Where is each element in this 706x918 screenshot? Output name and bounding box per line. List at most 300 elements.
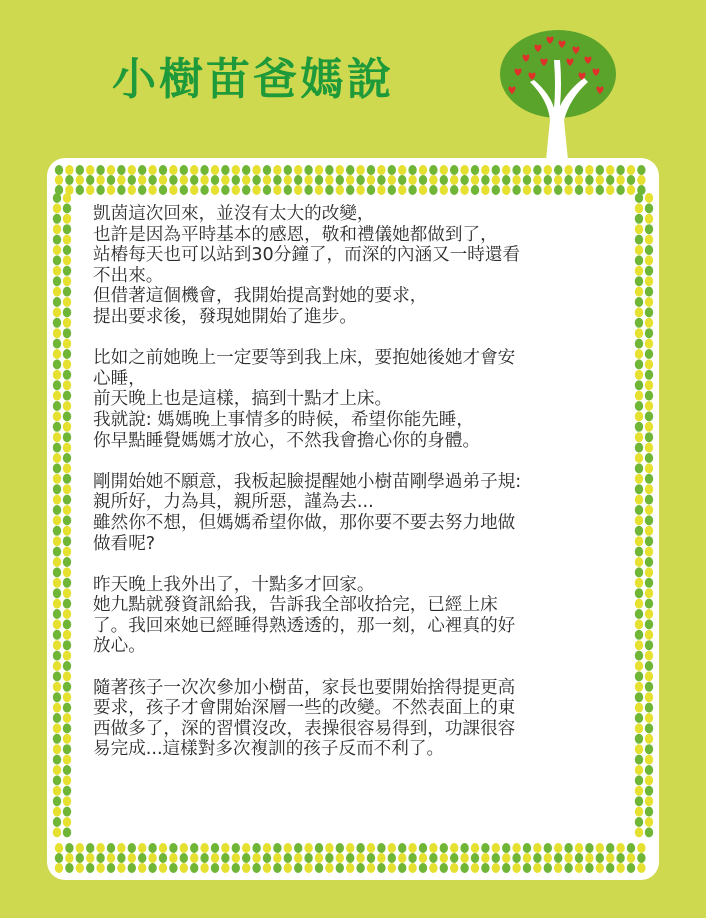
border-dot [252, 853, 260, 863]
border-dot [635, 349, 643, 359]
border-dot [96, 185, 104, 195]
border-dot [180, 853, 188, 863]
border-dot [53, 484, 61, 494]
border-dot [645, 723, 653, 733]
border-dot [492, 165, 500, 175]
border-dot [65, 165, 73, 175]
border-dot [53, 474, 61, 484]
border-dot [635, 755, 643, 765]
border-dot [336, 863, 344, 873]
border-dot [53, 224, 61, 234]
border-dot [645, 547, 653, 557]
border-dot [596, 853, 604, 863]
border-dot [63, 609, 71, 619]
border-dot [635, 307, 643, 317]
border-dot [635, 682, 643, 692]
border-dot [180, 185, 188, 195]
letter-line: 比如之前她晚上一定要等到我上床，要抱她後她才會安 [93, 348, 516, 369]
letter-line: 也許是因為平時基本的感恩，敬和禮儀她都做到了， [93, 224, 498, 245]
border-dot [440, 185, 448, 195]
border-dot [63, 692, 71, 702]
border-dot [585, 165, 593, 175]
border-dot [315, 853, 323, 863]
border-dot [419, 185, 427, 195]
border-dot [645, 713, 653, 723]
border-dot [564, 863, 572, 873]
border-dot [635, 214, 643, 224]
border-dot [263, 165, 271, 175]
border-dot [645, 328, 653, 338]
border-dot [481, 165, 489, 175]
border-dot [138, 853, 146, 863]
border-dot [55, 843, 63, 853]
border-dot [635, 391, 643, 401]
border-dot [377, 165, 385, 175]
border-dot [221, 165, 229, 175]
border-dot [606, 853, 614, 863]
border-dot [53, 807, 61, 817]
border-dot [76, 863, 84, 873]
border-dot [284, 175, 292, 185]
border-dot [645, 422, 653, 432]
border-dot [96, 175, 104, 185]
border-dot [645, 349, 653, 359]
border-dot [502, 853, 510, 863]
border-dot [645, 588, 653, 598]
border-dot [635, 609, 643, 619]
border-dot [645, 734, 653, 744]
border-dot [645, 703, 653, 713]
border-dot [190, 175, 198, 185]
border-dot [533, 175, 541, 185]
border-dot [273, 185, 281, 195]
border-dot [211, 165, 219, 175]
border-dot [645, 391, 653, 401]
border-dot [63, 807, 71, 817]
border-dot [635, 463, 643, 473]
letter-line: 前天晚上也是這樣，搞到十點才上床。 [93, 389, 393, 410]
letter-paragraph [93, 204, 613, 328]
border-dot [388, 843, 396, 853]
border-dot [523, 843, 531, 853]
border-dot [252, 165, 260, 175]
border-dot [86, 863, 94, 873]
border-dot [263, 175, 271, 185]
border-dot [63, 463, 71, 473]
border-dot [575, 863, 583, 873]
border-dot [492, 853, 500, 863]
border-dot [419, 165, 427, 175]
border-dot [325, 863, 333, 873]
border-dot [429, 175, 437, 185]
border-dot [635, 599, 643, 609]
border-dot [429, 165, 437, 175]
border-dot [367, 843, 375, 853]
border-dot [635, 651, 643, 661]
border-dot [635, 328, 643, 338]
border-dot [635, 515, 643, 525]
border-dot [523, 853, 531, 863]
page-title: 小樹苗爸媽說 [112, 54, 394, 105]
border-dot [53, 276, 61, 286]
border-dot [440, 165, 448, 175]
border-dot [627, 185, 635, 195]
border-dot [460, 175, 468, 185]
border-dot [635, 536, 643, 546]
border-dot [159, 165, 167, 175]
letter-line: 要求，孩子才會開始深層一些的改變。不然表面上的東 [93, 698, 516, 719]
border-dot [398, 165, 406, 175]
border-dot [336, 853, 344, 863]
border-dot [53, 255, 61, 265]
border-dot [635, 557, 643, 567]
border-dot [645, 640, 653, 650]
border-dot [273, 863, 281, 873]
border-dot [635, 786, 643, 796]
border-dot [554, 843, 562, 853]
border-dot [419, 863, 427, 873]
border-dot [63, 203, 71, 213]
border-dot [221, 863, 229, 873]
letter-line: 了。我回來她已經睡得熟透透的，那一刻，心裡真的好 [93, 615, 516, 636]
border-dot [232, 175, 240, 185]
border-dot [645, 692, 653, 702]
border-dot [645, 443, 653, 453]
border-dot [232, 853, 240, 863]
border-dot [564, 185, 572, 195]
border-dot [53, 651, 61, 661]
border-dot [635, 807, 643, 817]
border-dot [544, 175, 552, 185]
border-dot [645, 807, 653, 817]
border-dot [429, 863, 437, 873]
border-dot [294, 185, 302, 195]
border-dot [169, 863, 177, 873]
border-dot [211, 175, 219, 185]
border-dot [63, 796, 71, 806]
border-dot [211, 853, 219, 863]
border-dot [200, 863, 208, 873]
border-dot [128, 853, 136, 863]
border-dot [117, 843, 125, 853]
border-dot [128, 175, 136, 185]
border-dot [63, 318, 71, 328]
border-dot [242, 185, 250, 195]
border-dot [346, 175, 354, 185]
border-dot [512, 843, 520, 853]
border-dot [544, 863, 552, 873]
letter-line: 做看呢? [93, 533, 156, 554]
border-dot [606, 175, 614, 185]
border-dot [304, 175, 312, 185]
border-dot [180, 863, 188, 873]
border-dot [263, 863, 271, 873]
letter-line: 但借著這個機會，我開始提高對她的要求， [93, 286, 428, 307]
border-dot [645, 235, 653, 245]
border-dot [221, 185, 229, 195]
border-dot [63, 370, 71, 380]
border-dot [242, 165, 250, 175]
border-dot [53, 682, 61, 692]
border-dot [325, 175, 333, 185]
letter-line: 易完成...這樣對多次複訓的孩子反而不利了。 [93, 739, 445, 760]
border-dot [53, 391, 61, 401]
border-dot [645, 380, 653, 390]
border-dot [346, 863, 354, 873]
border-dot [408, 853, 416, 863]
border-dot [419, 843, 427, 853]
border-dot [533, 165, 541, 175]
border-dot [635, 432, 643, 442]
border-dot [616, 185, 624, 195]
border-dot [53, 578, 61, 588]
border-dot [96, 165, 104, 175]
border-dot [645, 651, 653, 661]
border-dot [645, 339, 653, 349]
border-dot [450, 853, 458, 863]
border-dot [63, 339, 71, 349]
letter-line: 親所好，力為具，親所惡，謹為去... [93, 492, 374, 513]
border-dot [585, 185, 593, 195]
border-dot [645, 755, 653, 765]
border-dot [635, 287, 643, 297]
border-dot [635, 703, 643, 713]
border-dot [398, 175, 406, 185]
border-dot [53, 671, 61, 681]
border-dot [53, 567, 61, 577]
border-dot [635, 484, 643, 494]
border-dot [148, 843, 156, 853]
border-dot [481, 185, 489, 195]
border-dot [53, 536, 61, 546]
border-dot [645, 578, 653, 588]
border-dot [263, 185, 271, 195]
border-dot [585, 863, 593, 873]
border-dot [637, 165, 645, 175]
border-dot [616, 175, 624, 185]
border-dot [429, 853, 437, 863]
border-dot [645, 193, 653, 203]
border-dot [86, 843, 94, 853]
border-dot [645, 827, 653, 837]
border-dot [645, 245, 653, 255]
border-dot [635, 723, 643, 733]
border-dot [138, 165, 146, 175]
border-dot [53, 713, 61, 723]
border-dot [419, 853, 427, 863]
border-dot [635, 443, 643, 453]
border-dot [65, 843, 73, 853]
border-dot [315, 185, 323, 195]
border-dot [440, 853, 448, 863]
border-dot [53, 287, 61, 297]
border-dot [63, 651, 71, 661]
border-dot [148, 185, 156, 195]
border-dot [159, 843, 167, 853]
border-dot [107, 843, 115, 853]
border-dot [63, 661, 71, 671]
border-dot [325, 853, 333, 863]
border-dot [55, 175, 63, 185]
border-dot [388, 853, 396, 863]
border-dot [180, 175, 188, 185]
border-dot [564, 175, 572, 185]
border-dot [635, 505, 643, 515]
letter-line: 隨著孩子一次次參加小樹苗，家長也要開始捨得提更高 [93, 677, 516, 698]
border-dot [533, 863, 541, 873]
border-dot [645, 287, 653, 297]
border-dot [635, 671, 643, 681]
border-dot [284, 185, 292, 195]
border-dot [284, 843, 292, 853]
border-dot [645, 671, 653, 681]
border-dot [460, 185, 468, 195]
border-dot [512, 185, 520, 195]
border-dot [325, 843, 333, 853]
border-dot [148, 853, 156, 863]
border-dot [635, 495, 643, 505]
letter-line: 剛開始她不願意，我板起臉提醒她小樹苗剛學過弟子規: [93, 471, 522, 492]
border-dot [554, 175, 562, 185]
border-dot [645, 619, 653, 629]
border-dot [53, 744, 61, 754]
border-dot [635, 734, 643, 744]
border-dot [492, 175, 500, 185]
border-dot [502, 165, 510, 175]
border-dot [367, 165, 375, 175]
border-dot [117, 165, 125, 175]
border-dot [53, 359, 61, 369]
border-dot [645, 359, 653, 369]
border-dot [635, 318, 643, 328]
border-dot [63, 276, 71, 286]
border-dot [645, 484, 653, 494]
border-dot [107, 853, 115, 863]
border-dot [554, 853, 562, 863]
border-dot [596, 165, 604, 175]
border-dot [242, 853, 250, 863]
border-dot [294, 843, 302, 853]
border-dot [645, 255, 653, 265]
border-dot [336, 843, 344, 853]
border-dot [492, 843, 500, 853]
border-dot [635, 380, 643, 390]
border-dot [645, 630, 653, 640]
border-dot [635, 276, 643, 286]
border-dot [315, 175, 323, 185]
border-dot [63, 775, 71, 785]
border-dot [63, 547, 71, 557]
border-dot [221, 175, 229, 185]
border-dot [367, 853, 375, 863]
border-dot [575, 185, 583, 195]
border-dot [635, 235, 643, 245]
border-dot [96, 853, 104, 863]
border-dot [242, 863, 250, 873]
border-dot [367, 185, 375, 195]
border-dot [635, 474, 643, 484]
border-dot [606, 843, 614, 853]
border-dot [117, 853, 125, 863]
border-dot [575, 853, 583, 863]
border-dot [63, 349, 71, 359]
letter-line: 你早點睡覺媽媽才放心，不然我會擔心你的身體。 [93, 430, 481, 451]
border-dot [63, 557, 71, 567]
border-dot [294, 863, 302, 873]
border-dot [63, 193, 71, 203]
border-dot [53, 796, 61, 806]
border-dot [635, 588, 643, 598]
border-dot [63, 786, 71, 796]
border-dot [450, 843, 458, 853]
letter-line: 雖然你不想，但媽媽希望你做，那你要不要去努力地做 [93, 512, 516, 533]
border-dot [315, 165, 323, 175]
border-dot [53, 432, 61, 442]
border-dot [63, 328, 71, 338]
border-dot [554, 165, 562, 175]
border-dot [63, 827, 71, 837]
border-dot [616, 843, 624, 853]
letter-card [47, 158, 659, 880]
border-dot [544, 165, 552, 175]
border-dot [440, 863, 448, 873]
border-dot [315, 843, 323, 853]
border-dot [190, 843, 198, 853]
border-dot [53, 588, 61, 598]
letter-line: 昨天晚上我外出了，十點多才回家。 [93, 574, 375, 595]
letter-line: 心睡， [93, 368, 146, 389]
border-dot [53, 630, 61, 640]
border-dot [53, 505, 61, 515]
border-dot [408, 843, 416, 853]
border-dot [645, 557, 653, 567]
border-dot [128, 843, 136, 853]
heart-tree-icon [496, 20, 620, 180]
border-dot [232, 165, 240, 175]
border-dot [585, 175, 593, 185]
border-dot [575, 165, 583, 175]
border-dot [107, 185, 115, 195]
border-dot [63, 422, 71, 432]
border-dot [481, 843, 489, 853]
border-dot [645, 401, 653, 411]
border-dot [53, 557, 61, 567]
border-dot [635, 339, 643, 349]
border-dot [635, 692, 643, 702]
border-dot [63, 474, 71, 484]
border-dot [512, 853, 520, 863]
border-dot [408, 165, 416, 175]
border-dot [76, 843, 84, 853]
border-dot [63, 287, 71, 297]
border-dot [596, 843, 604, 853]
border-dot [346, 843, 354, 853]
border-dot [564, 843, 572, 853]
border-dot [53, 245, 61, 255]
border-dot [63, 682, 71, 692]
border-dot [645, 266, 653, 276]
border-dot [263, 853, 271, 863]
border-dot [284, 165, 292, 175]
border-dot [635, 255, 643, 265]
border-dot [273, 843, 281, 853]
border-dot [635, 266, 643, 276]
border-dot [564, 853, 572, 863]
border-dot [645, 453, 653, 463]
border-dot [148, 165, 156, 175]
border-dot [585, 853, 593, 863]
border-dot [645, 203, 653, 213]
